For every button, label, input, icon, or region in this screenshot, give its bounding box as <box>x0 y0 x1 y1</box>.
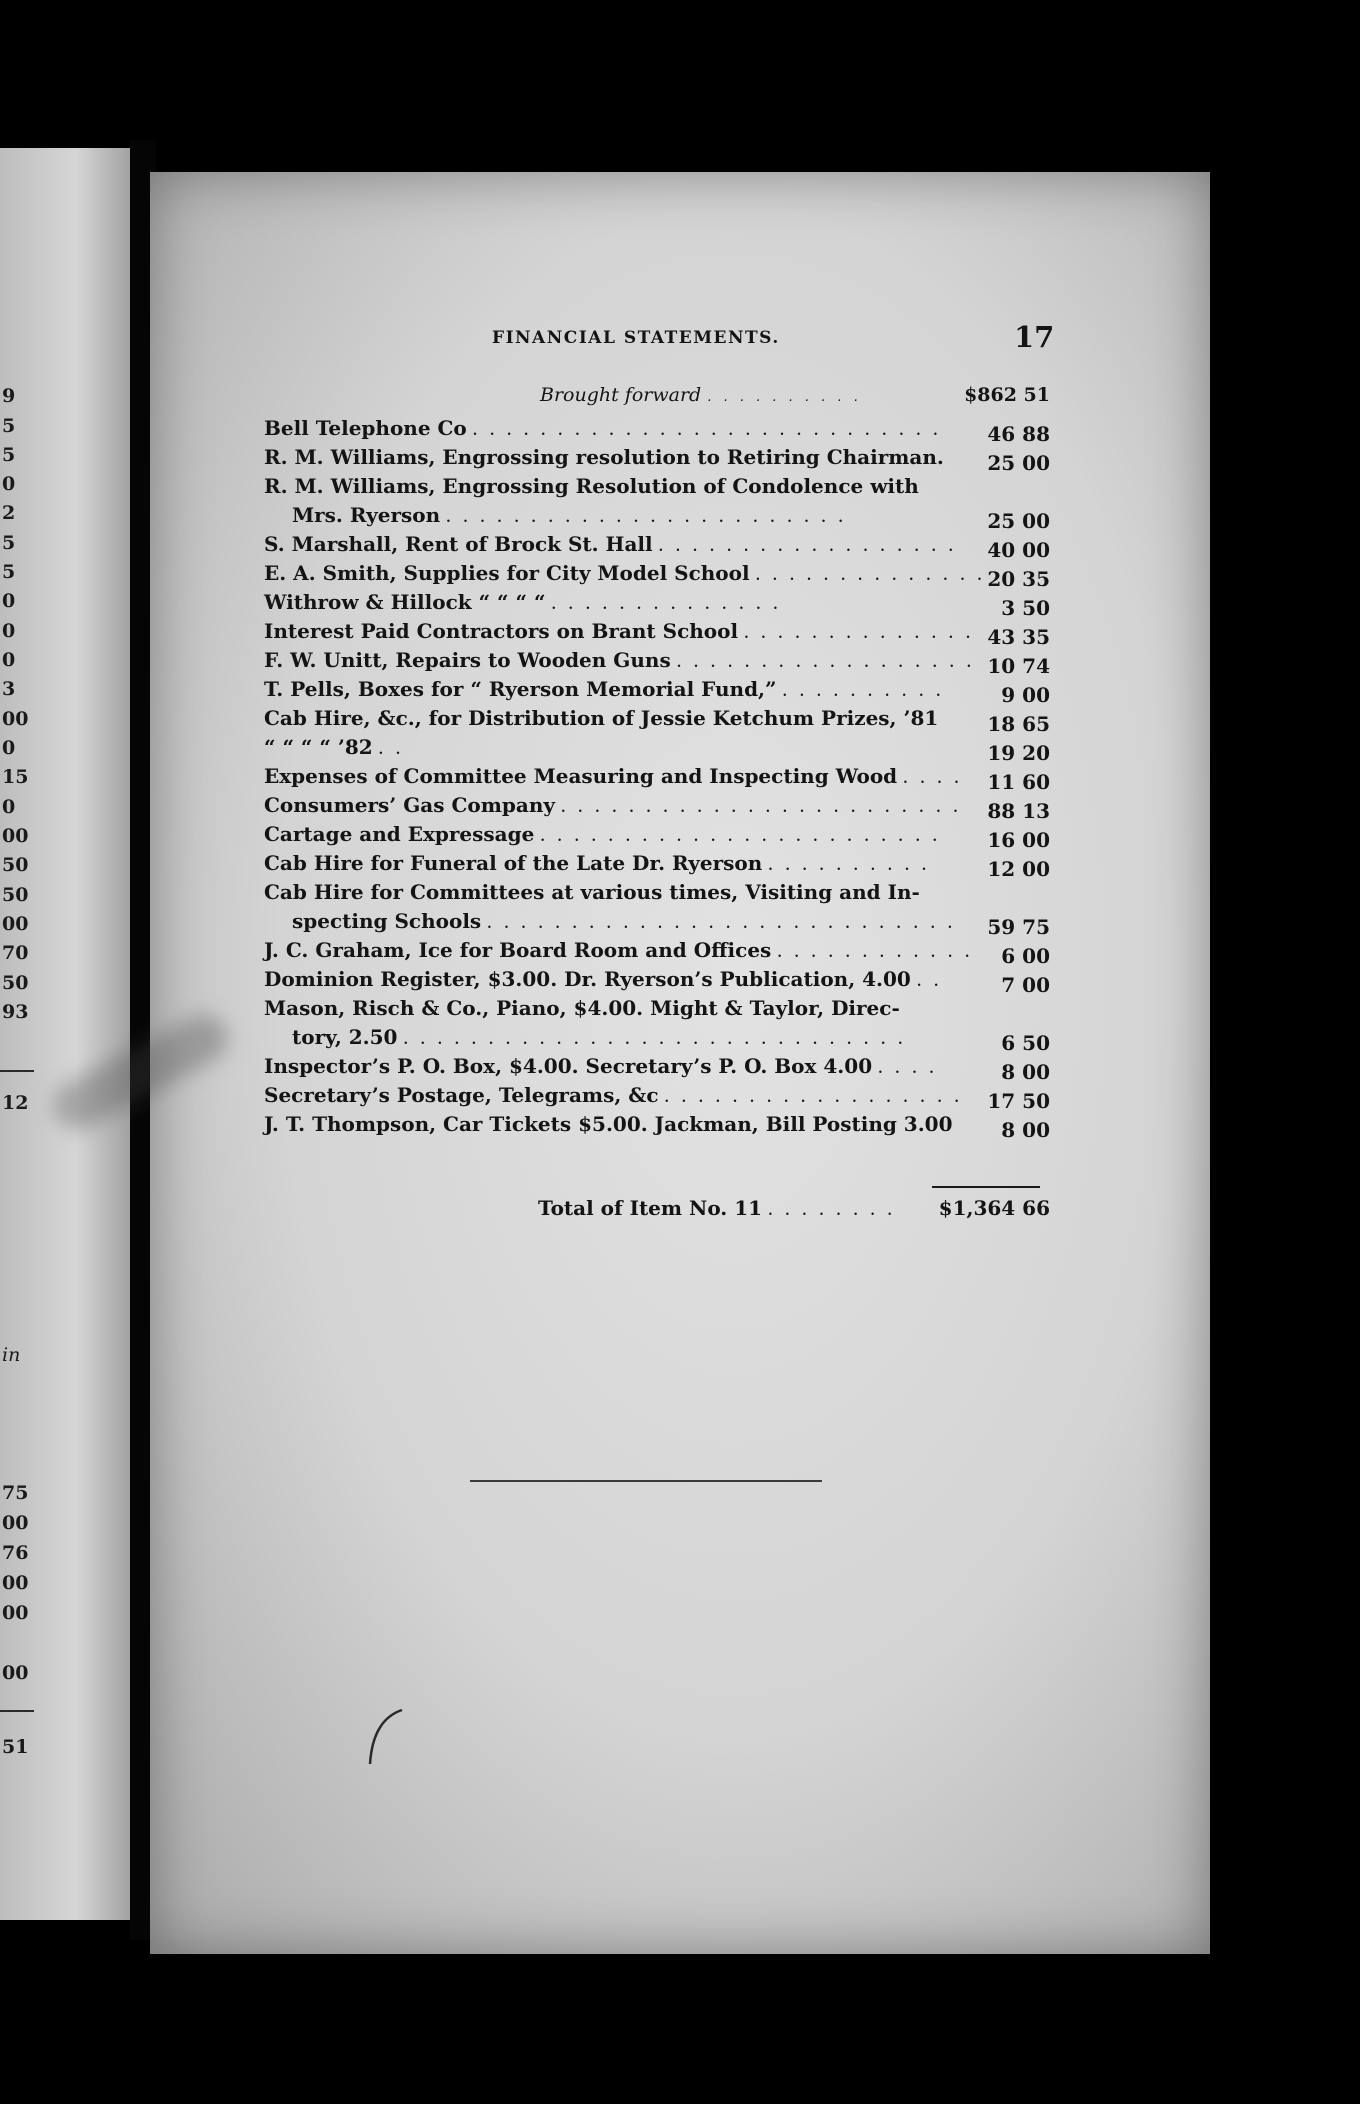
ledger-row-description <box>264 822 942 846</box>
left-amount-fragment: 76 <box>2 1542 29 1564</box>
leader-dots: . . . . . . . . <box>768 1204 896 1219</box>
ledger-row <box>264 1112 1050 1141</box>
ledger-row-description <box>292 909 957 933</box>
ledger-row-description <box>264 532 958 556</box>
ledger-row <box>264 851 1050 880</box>
left-amount-fragment: 0 <box>2 796 16 818</box>
ledger-row-description <box>264 851 934 875</box>
left-amount-fragment: 9 <box>2 385 16 407</box>
left-amount-fragment: 0 <box>2 620 16 642</box>
entry-amount: 3 50 <box>1001 596 1050 620</box>
ledger-row <box>264 532 1050 561</box>
leader-dots: . . . . <box>878 1062 938 1077</box>
entry-description: Bell Telephone Co <box>264 416 467 440</box>
entry-description: Expenses of Committee Measuring and Inspecting Wood <box>264 764 898 788</box>
ledger-row-description <box>264 938 974 962</box>
ledger-row <box>264 735 1050 764</box>
ledger-row <box>264 822 1050 851</box>
left-amount-fragment: 12 <box>2 1092 29 1114</box>
ledger-row <box>264 996 1050 1025</box>
ledger-row-description <box>264 474 934 498</box>
ledger-row-description <box>264 967 943 991</box>
leader-dots: . . . . . . . . . . . . . . . . . . . . . . . . <box>446 511 847 526</box>
entry-description: J. C. Graham, Ice for Board Room and Offices <box>264 938 772 962</box>
ledger-row <box>264 561 1050 590</box>
ledger-row <box>264 1083 1050 1112</box>
entry-amount: 16 00 <box>987 828 1050 852</box>
total-amount: $1,364 66 <box>938 1196 1050 1220</box>
entry-amount: 7 00 <box>1001 973 1050 997</box>
brought-forward-amount: $862 51 <box>964 384 1050 406</box>
entry-amount: 25 00 <box>987 451 1050 475</box>
leader-dots: . . <box>378 743 405 758</box>
ledger-row-description <box>264 735 934 759</box>
total-line <box>538 1196 1050 1220</box>
left-amount-fragment: 50 <box>2 884 29 906</box>
ledger-row <box>264 764 1050 793</box>
left-amount-fragment: 50 <box>2 972 29 994</box>
leader-dots: . . . . . . . . . . . . . . . . . . . . . . . . <box>540 830 942 845</box>
ledger-row <box>264 677 1050 706</box>
leader-dots: . . . . . . . . . . . . <box>777 946 974 961</box>
entry-amount: 6 50 <box>1001 1031 1050 1055</box>
running-head: FINANCIAL STATEMENTS. <box>492 328 780 348</box>
ledger-row <box>264 445 1050 474</box>
entry-description: Interest Paid Contractors on Brant School <box>264 619 739 643</box>
entry-amount: 9 00 <box>1001 683 1050 707</box>
left-amount-fragment: 15 <box>2 766 29 788</box>
entry-description: Secretary’s Postage, Telegrams, &c <box>264 1083 659 1107</box>
entry-description: Mason, Risch & Co., Piano, $4.00. Might & Taylor, Direc- <box>264 996 900 1020</box>
ledger-row <box>264 880 1050 909</box>
entry-amount: 18 65 <box>987 712 1050 736</box>
leader-dots: . . . . . . . . . . . . . . . . . . . . . . . . . . . . <box>472 424 942 439</box>
entry-description: “ “ “ “ ’82 <box>264 735 373 759</box>
ledger-row-description <box>264 590 934 614</box>
left-amount-fragment: 00 <box>2 913 29 935</box>
leader-dots: . . . . . . . . . . . . . . . . . . . . . . . . . . . . <box>487 917 957 932</box>
ledger-row-description <box>264 880 934 904</box>
ledger-row <box>264 416 1050 445</box>
left-amount-fragment: 00 <box>2 1572 29 1594</box>
left-amount-fragment: 0 <box>2 737 16 759</box>
entry-description: Cartage and Expressage <box>264 822 535 846</box>
ledger-row <box>264 938 1050 967</box>
left-amount-fragment: 00 <box>2 1512 29 1534</box>
entry-description: F. W. Unitt, Repairs to Wooden Guns <box>264 648 671 672</box>
leader-dots: . . . . . . . . . . . . . . . . . . <box>658 540 958 555</box>
left-amount-fragment: 5 <box>2 444 16 466</box>
left-amount-fragment: 75 <box>2 1482 29 1504</box>
ledger-row-description <box>292 1025 934 1049</box>
ledger-row-description <box>264 561 986 585</box>
left-amount-fragment: 5 <box>2 561 16 583</box>
ledger-row-description <box>264 1112 953 1136</box>
leader-dots: . . . . . . . . . . <box>707 390 862 405</box>
left-amount-fragment: 00 <box>2 1602 29 1624</box>
left-amount-fragment: 3 <box>2 678 16 700</box>
leader-dots: . . . . . . . . . . . . . . <box>551 598 782 613</box>
entry-amount: 8 00 <box>1001 1060 1050 1084</box>
left-text-fragment: in <box>2 1344 21 1366</box>
left-facing-page-fragment <box>0 148 138 1920</box>
leader-dots: . . . . . . . . . . . . . . <box>744 627 975 642</box>
entry-amount: 6 00 <box>1001 944 1050 968</box>
ledger-row-description <box>264 996 934 1020</box>
entry-description: E. A. Smith, Supplies for City Model School <box>264 561 750 585</box>
ledger-row <box>264 706 1050 735</box>
ledger-row-description <box>264 1054 938 1078</box>
leader-dots: . . . . <box>903 772 963 787</box>
leader-dots: . . . . . . . . . . . . . . . . . . <box>676 656 976 671</box>
ledger-row <box>264 793 1050 822</box>
page-number: 17 <box>1014 320 1055 354</box>
left-amount-fragment: 93 <box>2 1001 29 1023</box>
left-amount-fragment: 00 <box>2 708 29 730</box>
entry-description: R. M. Williams, Engrossing resolution to Retiring Chairman. <box>264 445 944 469</box>
pencil-mark <box>366 1706 406 1770</box>
brought-forward-label: Brought forward <box>540 384 702 406</box>
left-amount-fragment: 0 <box>2 590 16 612</box>
ledger-row-description <box>264 445 944 469</box>
entry-amount: 46 88 <box>987 422 1050 446</box>
entry-description: tory, 2.50 <box>292 1025 398 1049</box>
ledger-row <box>264 590 1050 619</box>
ledger-row <box>264 648 1050 677</box>
left-amount-fragment: 5 <box>2 532 16 554</box>
ledger-row-description <box>264 1083 963 1107</box>
brought-forward-line <box>540 384 934 406</box>
left-total-rule <box>0 1710 34 1712</box>
entry-description: Cab Hire for Committees at various times, Visiting and In- <box>264 880 920 904</box>
ledger-row-description <box>264 416 942 440</box>
left-amount-fragment: 70 <box>2 942 29 964</box>
entry-amount: 88 13 <box>987 799 1050 823</box>
entry-amount: 19 20 <box>987 741 1050 765</box>
ledger-row <box>264 1025 1050 1054</box>
leader-dots: . . . . . . . . . . . . . . . . . . <box>664 1091 963 1106</box>
entry-amount: 59 75 <box>987 915 1050 939</box>
total-rule <box>932 1186 1040 1188</box>
leader-dots: . . . . . . . . . . . . . . <box>755 569 986 584</box>
entry-amount: 8 00 <box>1001 1118 1050 1142</box>
leader-dots: . . . . . . . . . . . . . . . . . . . . . . . . . . . . . . <box>403 1033 907 1048</box>
ledger-row <box>264 619 1050 648</box>
ledger-entries <box>264 416 1050 1141</box>
section-end-rule <box>470 1480 822 1482</box>
total-label: Total of Item No. 11 <box>538 1196 763 1220</box>
entry-amount: 20 35 <box>987 567 1050 591</box>
leader-dots: . . . . . . . . . . <box>782 685 945 700</box>
ledger-row-description <box>292 503 934 527</box>
ledger-row-description <box>264 619 975 643</box>
ledger-row-description <box>264 706 939 730</box>
left-amount-fragment: 51 <box>2 1736 29 1758</box>
ledger-row-description <box>264 764 963 788</box>
entry-description: Consumers’ Gas Company <box>264 793 555 817</box>
ledger-row <box>264 967 1050 996</box>
entry-description: T. Pells, Boxes for “ Ryerson Memorial Fund,” <box>264 677 777 701</box>
entry-description: Withrow & Hillock “ “ “ “ <box>264 590 546 614</box>
entry-description: J. T. Thompson, Car Tickets $5.00. Jackman, Bill Posting 3.00 <box>264 1112 953 1136</box>
entry-description: R. M. Williams, Engrossing Resolution of Condolence with <box>264 474 919 498</box>
ledger-row-description <box>264 677 945 701</box>
left-amount-fragment: 0 <box>2 473 16 495</box>
ledger-row-description <box>264 793 962 817</box>
entry-description: Cab Hire, &c., for Distribution of Jessie Ketchum Prizes, ’81 <box>264 706 939 730</box>
left-amount-fragment: 2 <box>2 502 16 524</box>
entry-amount: 10 74 <box>987 654 1050 678</box>
ledger-row-description <box>264 648 976 672</box>
entry-description: Inspector’s P. O. Box, $4.00. Secretary’s P. O. Box 4.00 <box>264 1054 873 1078</box>
entry-amount: 11 60 <box>987 770 1050 794</box>
entry-amount: 12 00 <box>987 857 1050 881</box>
left-amount-fragment: 5 <box>2 415 16 437</box>
left-amount-fragment: 50 <box>2 854 29 876</box>
left-amount-fragment: 00 <box>2 1662 29 1684</box>
entry-amount: 17 50 <box>987 1089 1050 1113</box>
left-amount-fragment: 0 <box>2 649 16 671</box>
entry-description: Mrs. Ryerson <box>292 503 441 527</box>
ledger-row <box>264 503 1050 532</box>
entry-amount: 40 00 <box>987 538 1050 562</box>
left-total-rule <box>0 1070 34 1072</box>
entry-amount: 43 35 <box>987 625 1050 649</box>
entry-amount: 25 00 <box>987 509 1050 533</box>
ledger-row <box>264 474 1050 503</box>
left-amount-fragment: 00 <box>2 825 29 847</box>
entry-description: specting Schools <box>292 909 482 933</box>
leader-dots: . . . . . . . . . . <box>768 859 931 874</box>
entry-description: Cab Hire for Funeral of the Late Dr. Ryerson <box>264 851 763 875</box>
entry-description: Dominion Register, $3.00. Dr. Ryerson’s Publication, 4.00 <box>264 967 911 991</box>
ledger-row <box>264 909 1050 938</box>
leader-dots: . . . . . . . . . . . . . . . . . . . . . . . . <box>561 801 962 816</box>
leader-dots: . . <box>916 975 943 990</box>
entry-description: S. Marshall, Rent of Brock St. Hall <box>264 532 653 556</box>
ledger-row <box>264 1054 1050 1083</box>
